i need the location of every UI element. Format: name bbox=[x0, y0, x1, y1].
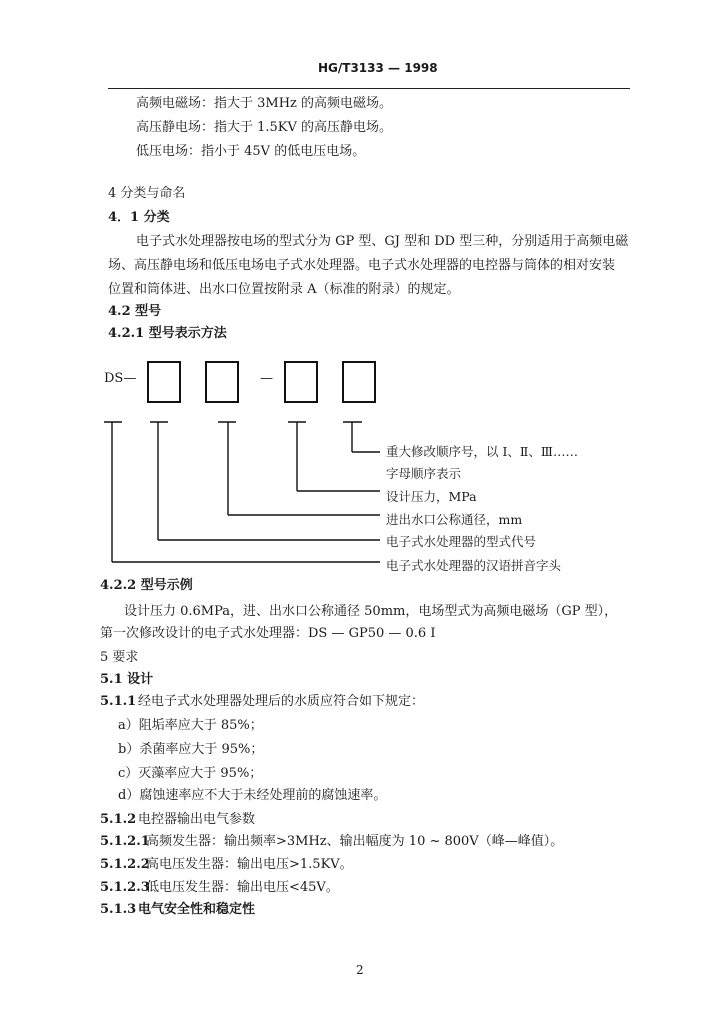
section-5-1-2-2-number: 5.1.2.2 bbox=[100, 857, 150, 872]
page-number: 2 bbox=[356, 963, 364, 977]
section-4-1-heading: 4．1 分类 bbox=[108, 210, 170, 225]
requirement-item-d: d）腐蚀速率应不大于未经处理前的腐蚀速率。 bbox=[118, 788, 387, 803]
requirement-item-c: c）灭藻率应大于 95%； bbox=[118, 766, 263, 781]
section-5-1-heading: 5.1 设计 bbox=[100, 672, 154, 687]
section-5-1-2-2-text: 高电压发生器：输出电压>1.5KV。 bbox=[146, 857, 353, 872]
box-design-pressure bbox=[285, 362, 317, 402]
section-4-heading: 4 分类与命名 bbox=[108, 186, 186, 201]
section-5-1-2-3-text: 低电压发生器：输出电压<45V。 bbox=[146, 880, 339, 895]
section-5-heading: 5 要求 bbox=[100, 650, 139, 665]
section-4-1-para-line-3: 位置和筒体进、出水口位置按附录 A（标准的附录）的规定。 bbox=[108, 282, 460, 297]
section-5-1-3-text: 电气安全性和稳定性 bbox=[138, 902, 256, 917]
requirement-item-b: b）杀菌率应大于 95%； bbox=[118, 742, 264, 757]
model-prefix: DS— bbox=[104, 371, 137, 386]
section-4-2-1-heading: 4.2.1 型号表示方法 bbox=[108, 326, 227, 341]
section-4-1-para-line-1: 电子式水处理器按电场的型式分为 GP 型、GJ 型和 DD 型三种，分别适用于高频电磁 bbox=[136, 234, 629, 249]
section-4-2-2-para-line-1: 设计压力 0.6MPa，进、出水口公称通径 50mm，电场型式为高频电磁场（GP 型）， bbox=[124, 604, 618, 619]
definition-hv-static-field: 高压静电场：指大于 1.5KV 的高压静电场。 bbox=[136, 120, 393, 135]
model-designation-diagram bbox=[0, 350, 727, 580]
definition-lv-field: 低压电场：指小于 45V 的低电压电场。 bbox=[136, 144, 366, 159]
section-5-1-2-number: 5.1.2 bbox=[100, 812, 137, 827]
label-nominal-diameter: 进出水口公称通径，mm bbox=[386, 512, 523, 527]
section-5-1-2-3-number: 5.1.2.3 bbox=[100, 880, 150, 895]
box-type-code bbox=[148, 362, 180, 402]
requirement-item-a: a）阻垢率应大于 85%； bbox=[118, 718, 263, 733]
model-dash: — bbox=[260, 371, 273, 386]
section-4-2-heading: 4.2 型号 bbox=[108, 304, 162, 319]
label-design-pressure: 设计压力，MPa bbox=[386, 489, 477, 504]
label-letter-sequence: 字母顺序表示 bbox=[386, 466, 462, 481]
definition-hf-field: 高频电磁场：指大于 3MHz 的高频电磁场。 bbox=[136, 96, 393, 111]
leader-lines bbox=[104, 422, 380, 562]
section-5-1-2-1-number: 5.1.2.1 bbox=[100, 834, 150, 849]
section-5-1-2-text: 电控器输出电气参数 bbox=[138, 812, 256, 827]
section-4-2-2-para-line-2: 第一次修改设计的电子式水处理器：DS — GP50 — 0.6 Ⅰ bbox=[100, 626, 436, 641]
section-4-2-2-heading: 4.2.2 型号示例 bbox=[100, 578, 193, 593]
section-5-1-1-number: 5.1.1 bbox=[100, 694, 137, 709]
header-rule bbox=[108, 88, 630, 89]
section-5-1-1-text: 经电子式水处理器处理后的水质应符合如下规定： bbox=[138, 694, 425, 709]
section-5-1-3-number: 5.1.3 bbox=[100, 902, 137, 917]
box-nominal-diameter bbox=[206, 362, 238, 402]
section-5-1-2-1-text: 高频发生器：输出频率>3MHz、输出幅度为 10 ~ 800V（峰—峰值）。 bbox=[146, 834, 564, 849]
label-revision-number: 重大修改顺序号，以 Ⅰ、Ⅱ、Ⅲ…… bbox=[386, 444, 578, 459]
label-type-code: 电子式水处理器的型式代号 bbox=[386, 534, 537, 549]
box-revision-number bbox=[343, 362, 375, 402]
section-4-1-para-line-2: 场、高压静电场和低压电场电子式水处理器。电子式水处理器的电控器与筒体的相对安装 bbox=[108, 258, 616, 273]
label-pinyin-initials: 电子式水处理器的汉语拼音字头 bbox=[386, 558, 562, 573]
standard-code-header: HG/T3133 — 1998 bbox=[318, 61, 438, 75]
